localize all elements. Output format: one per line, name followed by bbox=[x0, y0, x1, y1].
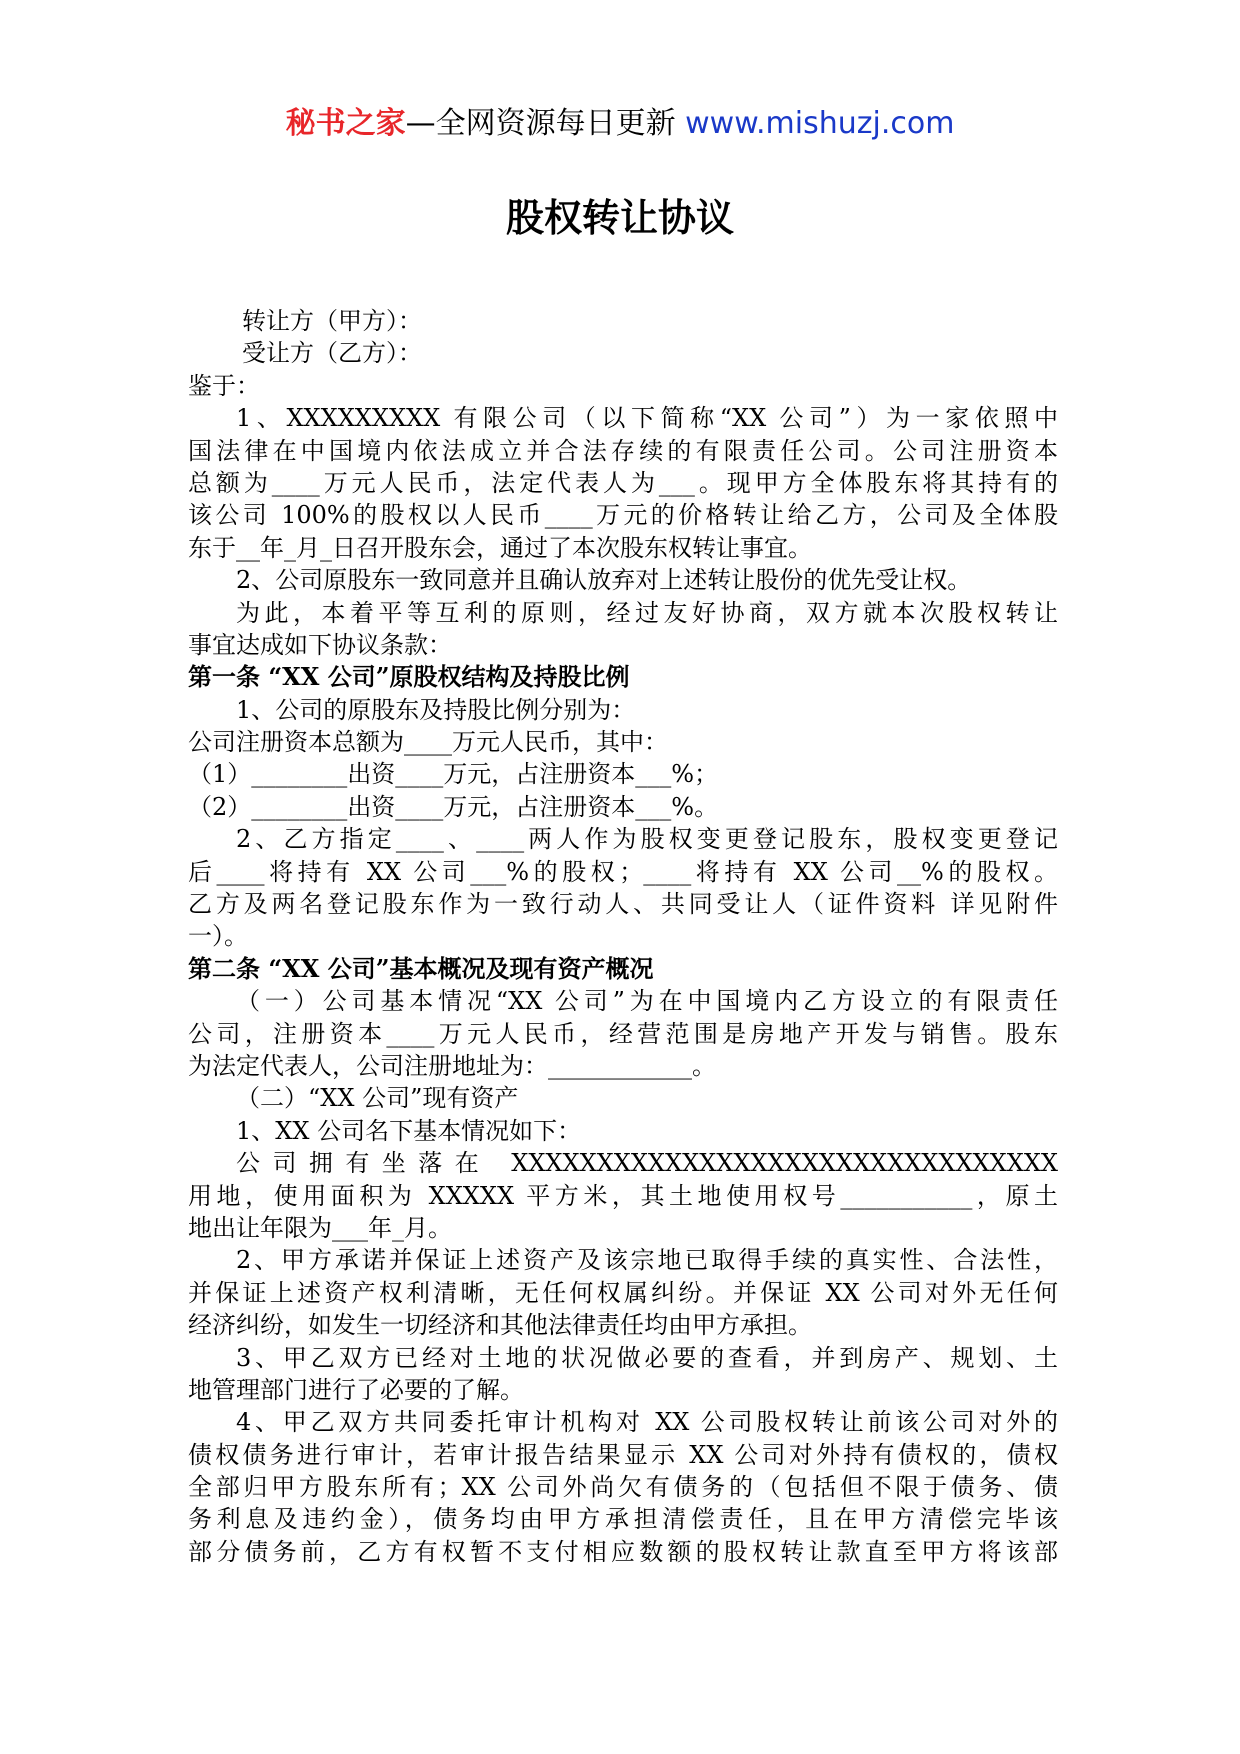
document-body bbox=[188, 305, 1058, 1568]
text-line: （2）________出资____万元，占注册资本___%。 bbox=[188, 792, 719, 821]
text-line: 用地，使用面积为 XXXXX 平方米，其土地使用权号___________，原土 bbox=[188, 1181, 1058, 1210]
text-line: 受让方（乙方）： bbox=[242, 339, 422, 368]
text-line: 1、公司的原股东及持股比例分别为： bbox=[236, 695, 636, 724]
text-line: （一）公司基本情况“XX 公司”为在中国境内乙方设立的有限责任 bbox=[236, 987, 1058, 1016]
text-line: 该公司 100%的股权以人民币____万元的价格转让给乙方，公司及全体股 bbox=[188, 501, 1058, 530]
header-slogan: —全网资源每日更新 bbox=[405, 106, 676, 141]
text-line: 并保证上述资产权利清晰，无任何权属纠纷。并保证 XX 公司对外无任何 bbox=[188, 1278, 1058, 1307]
text-line: 务利息及违约金），债务均由甲方承担清偿责任，且在甲方清偿完毕该 bbox=[188, 1505, 1058, 1534]
text-line: 2、乙方指定____、____两人作为股权变更登记股东，股权变更登记 bbox=[236, 825, 1058, 854]
text-line: 3、甲乙双方已经对土地的状况做必要的查看，并到房产、规划、土 bbox=[236, 1343, 1058, 1372]
text-line: 为法定代表人，公司注册地址为：____________。 bbox=[188, 1051, 716, 1080]
text-line: （1）________出资____万元，占注册资本___%； bbox=[188, 760, 719, 789]
text-line: 总额为____万元人民币，法定代表人为___。现甲方全体股东将其持有的 bbox=[188, 468, 1058, 497]
text-line: 债权债务进行审计，若审计报告结果显示 XX 公司对外持有债权的，债权 bbox=[188, 1440, 1058, 1469]
site-header bbox=[0, 104, 1240, 144]
text-line: 东于__年_月_日召开股东会，通过了本次股东权转让事宜。 bbox=[188, 533, 812, 562]
text-line: 1、XX 公司名下基本情况如下： bbox=[236, 1116, 582, 1145]
text-line: 一）。 bbox=[188, 922, 248, 951]
text-line: 公司，注册资本____万元人民币，经营范围是房地产开发与销售。股东 bbox=[188, 1019, 1058, 1048]
text-line: 为此，本着平等互利的原则，经过友好协商，双方就本次股权转让 bbox=[236, 598, 1058, 627]
section-heading: 第二条 “XX 公司”基本概况及现有资产概况 bbox=[188, 953, 654, 983]
text-line: 鉴于： bbox=[188, 371, 260, 400]
text-line: 经济纠纷，如发生一切经济和其他法律责任均由甲方承担。 bbox=[188, 1311, 812, 1340]
text-line: 2、公司原股东一致同意并且确认放弃对上述转让股份的优先受让权。 bbox=[236, 566, 972, 595]
text-line: 后____将持有 XX 公司___%的股权；____将持有 XX 公司__%的股权。 bbox=[188, 857, 1058, 886]
text-line: （二）“XX 公司”现有资产 bbox=[236, 1084, 519, 1113]
text-line: 2、甲方承诺并保证上述资产及该宗地已取得手续的真实性、合法性， bbox=[236, 1246, 1058, 1275]
text-line: 转让方（甲方）： bbox=[242, 307, 422, 335]
text-line: 地管理部门进行了必要的了解。 bbox=[188, 1375, 524, 1404]
text-line: 部分债务前，乙方有权暂不支付相应数额的股权转让款直至甲方将该部 bbox=[188, 1537, 1058, 1566]
text-line: 乙方及两名登记股东作为一致行动人、共同受让人（证件资料 详见附件 bbox=[188, 890, 1058, 919]
text-line: 公司注册资本总额为____万元人民币，其中： bbox=[188, 728, 668, 757]
section-heading: 第一条 “XX 公司”原股权结构及持股比例 bbox=[188, 662, 630, 692]
site-url[interactable]: www.mishuzj.com bbox=[685, 106, 955, 141]
text-line: 地出让年限为___年_月。 bbox=[188, 1213, 452, 1242]
text-line: 国法律在中国境内依法成立并合法存续的有限责任公司。公司注册资本 bbox=[188, 436, 1058, 465]
text-line: 事宜达成如下协议条款： bbox=[188, 630, 452, 659]
brand-name: 秘书之家 bbox=[285, 106, 406, 141]
text-line: 4、甲乙双方共同委托审计机构对 XX 公司股权转让前该公司对外的 bbox=[236, 1408, 1058, 1437]
text-line: 1、XXXXXXXXX 有限公司（以下简称“XX 公司”）为一家依照中 bbox=[236, 404, 1058, 433]
text-line: 全部归甲方股东所有；XX 公司外尚欠有债务的（包括但不限于债务、债 bbox=[188, 1473, 1058, 1502]
text-line: 公司拥有坐落在 XXXXXXXXXXXXXXXXXXXXXXXXXXXXXXXX bbox=[236, 1149, 1058, 1178]
document-title: 股权转让协议 bbox=[505, 196, 734, 240]
